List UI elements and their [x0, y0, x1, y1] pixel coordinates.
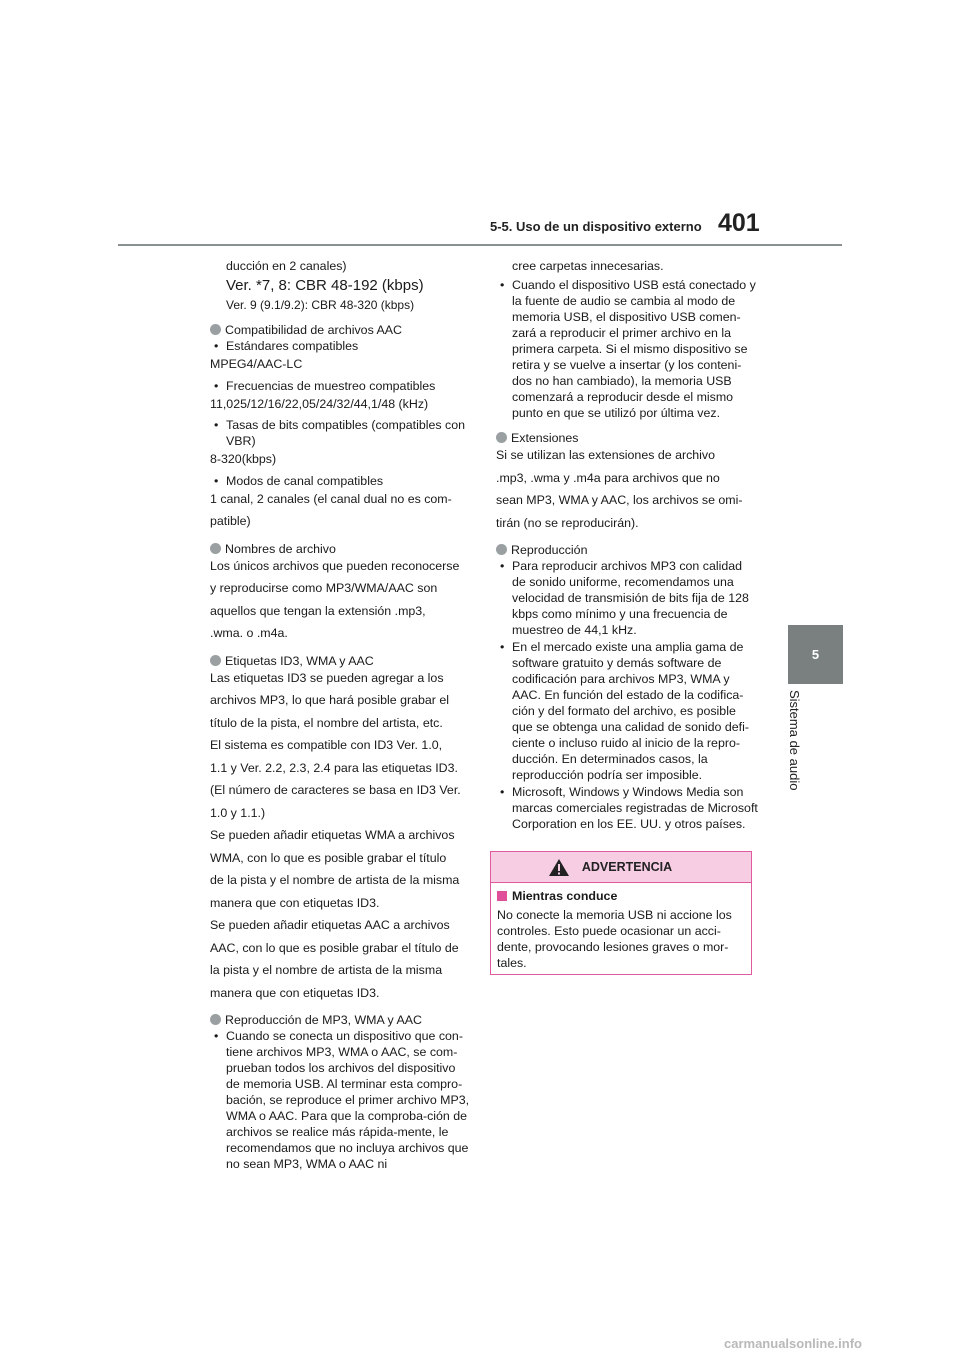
chapter-tab: 5: [788, 625, 843, 684]
right-column: [496, 258, 758, 832]
bullet-item: • Cuando se conecta un dispositivo que con-tiene archivos MP3, WMA o AAC, se com-prueban todos los archivos del dispositivo de memoria USB. Al terminar esta compro-bación, se reproduce el primer archivo MP3, WMA o AAC. Para que la comproba-ción de archivos se realice más rápida-mente, le recomendamos que no incluya archivos que no sean MP3, WMA o AAC ni: [210, 1028, 472, 1172]
bullet-item: • En el mercado existe una amplia gama de software gratuito y demás software de codificación para archivos MP3, WMA y AAC. En función del estado de la codifica-ción y del formato del archivo, es posible que se obtenga una calidad de sonido defi-ciente o incluso ruido al inicio de la repro-ducción. En determinados casos, la reproducción podría ser imposible.: [496, 639, 758, 783]
paragraph-line: manera que con etiquetas ID3.: [210, 895, 380, 910]
paragraph-line: y reproducirse como MP3/WMA/AAC son: [210, 581, 438, 595]
paragraph-line: 11,025/12/16/22,05/24/32/44,1/48 (kHz): [210, 396, 429, 411]
intro-line: Ver. *7, 8: CBR 48-192 (kbps): [226, 277, 424, 294]
section-heading: [210, 322, 472, 338]
bullet-circle-icon: [496, 544, 507, 555]
bullet-item: • Microsoft, Windows y Windows Media son marcas comerciales registradas de Microsoft Corporation en los EE. UU. y otros países.: [496, 784, 758, 832]
bullet-circle-icon: [210, 1014, 221, 1025]
warning-header: [491, 852, 751, 883]
section-heading: [210, 1012, 472, 1028]
intro-line: ducción en 2 canales): [226, 259, 347, 273]
paragraph-line: Los únicos archivos que pueden reconocerse: [210, 558, 460, 573]
section-title: 5-5. Uso de un dispositivo externo: [490, 219, 702, 234]
warning-heading: ADVERTENCIA: [581, 860, 673, 874]
paragraph-line: MPEG4/AAC-LC: [210, 357, 303, 371]
chapter-label: Sistema de audio: [787, 690, 802, 791]
section-heading: [496, 430, 758, 446]
intro-line: Ver. 9 (9.1/9.2): CBR 48-320 (kbps): [226, 298, 415, 312]
warning-subheading: [497, 889, 751, 903]
bullet-item: • Modos de canal compatibles: [210, 473, 472, 489]
paragraph-line: la pista y el nombre de artista de la misma: [210, 963, 443, 977]
section-title-text: Extensiones: [511, 431, 579, 445]
bullet-item: • Para reproducir archivos MP3 con calidad de sonido uniforme, recomendamos una velocidad de transmisión de bits fija de 128 kbps como mínimo y una frecuencia de muestreo de 44,1 kHz.: [496, 558, 758, 638]
paragraph-line: Si se utilizan las extensiones de archivo: [496, 448, 716, 462]
bullet-item: • Estándares compatibles: [210, 338, 472, 354]
paragraph-line: aquellos que tengan la extensión .mp3,: [210, 603, 426, 618]
paragraph-line: título de la pista, el nombre del artista, etc.: [210, 715, 443, 730]
paragraph-line: 1.0 y 1.1.): [210, 805, 266, 820]
warning-triangle-icon: [548, 858, 570, 877]
paragraph-line: El sistema es compatible con ID3 Ver. 1.0,: [210, 738, 443, 752]
paragraph-line: AAC, con lo que es posible grabar el título de: [210, 940, 459, 955]
section-title-text: Reproducción: [511, 543, 588, 557]
section-title-text: Nombres de archivo: [225, 541, 336, 556]
paragraph-line: 8-320(kbps): [210, 452, 277, 466]
warning-body: No conecte la memoria USB ni accione los controles. Esto puede ocasionar un acci-dente, provocando lesiones graves o mor-tales.: [497, 908, 732, 970]
paragraph-line: .mp3, .wma y .m4a para archivos que no: [496, 470, 720, 485]
paragraph-line: sean MP3, WMA y AAC, los archivos se omi-: [496, 493, 743, 507]
paragraph-line: Las etiquetas ID3 se pueden agregar a los: [210, 670, 444, 685]
paragraph-line: WMA, con lo que es posible grabar el título: [210, 850, 447, 865]
bullet-circle-icon: [210, 324, 221, 335]
section-title-text: Compatibilidad de archivos AAC: [225, 323, 403, 337]
section-heading: [210, 653, 472, 669]
paragraph-line: Se pueden añadir etiquetas WMA a archivos: [210, 828, 455, 842]
paragraph-line: .wma. o .m4a.: [210, 626, 288, 640]
bullet-circle-icon: [210, 543, 221, 554]
bullet-item: • Tasas de bits compatibles (compatibles con VBR): [210, 417, 472, 449]
continued-line: cree carpetas innecesarias.: [512, 259, 664, 273]
paragraph-line: de la pista y el nombre de artista de la misma: [210, 873, 460, 887]
paragraph-line: 1 canal, 2 canales (el canal dual no es com-: [210, 491, 452, 506]
paragraph-line: Se pueden añadir etiquetas AAC a archivos: [210, 918, 450, 932]
warning-box: [490, 851, 752, 975]
paragraph-line: (El número de caracteres se basa en ID3 Ver.: [210, 783, 461, 797]
left-column: [210, 258, 472, 1172]
paragraph-line: patible): [210, 514, 251, 528]
paragraph-line: 1.1 y Ver. 2.2, 2.3, 2.4 para las etiquetas ID3.: [210, 760, 458, 775]
square-bullet-icon: [497, 891, 507, 901]
header-divider: [118, 244, 842, 246]
bullet-circle-icon: [210, 655, 221, 666]
watermark: carmanualsonline.info: [724, 1336, 862, 1351]
paragraph-line: tirán (no se reproducirán).: [496, 515, 639, 530]
section-title-text: Etiquetas ID3, WMA y AAC: [225, 653, 374, 668]
paragraph-line: manera que con etiquetas ID3.: [210, 985, 380, 1000]
warning-subheading-text: Mientras conduce: [512, 889, 618, 903]
section-heading: [496, 542, 758, 558]
bullet-item: • Frecuencias de muestreo compatibles: [210, 378, 472, 394]
paragraph-line: archivos MP3, lo que hará posible grabar el: [210, 693, 449, 707]
section-title-text: Reproducción de MP3, WMA y AAC: [225, 1013, 422, 1027]
page-number: 401: [718, 209, 760, 237]
bullet-circle-icon: [496, 432, 507, 443]
bullet-item: • Cuando el dispositivo USB está conectado y la fuente de audio se cambia al modo de memoria USB, el dispositivo USB comen-zará a reproducir el primer archivo en la primera carpeta. Si el mismo dispositivo se retira y se vuelve a insertar (y los conteni-dos no han cambiado), la memoria USB comenzará a reproducir desde el mismo punto en que se utilizó por última vez.: [496, 277, 758, 421]
section-heading: [210, 541, 472, 557]
